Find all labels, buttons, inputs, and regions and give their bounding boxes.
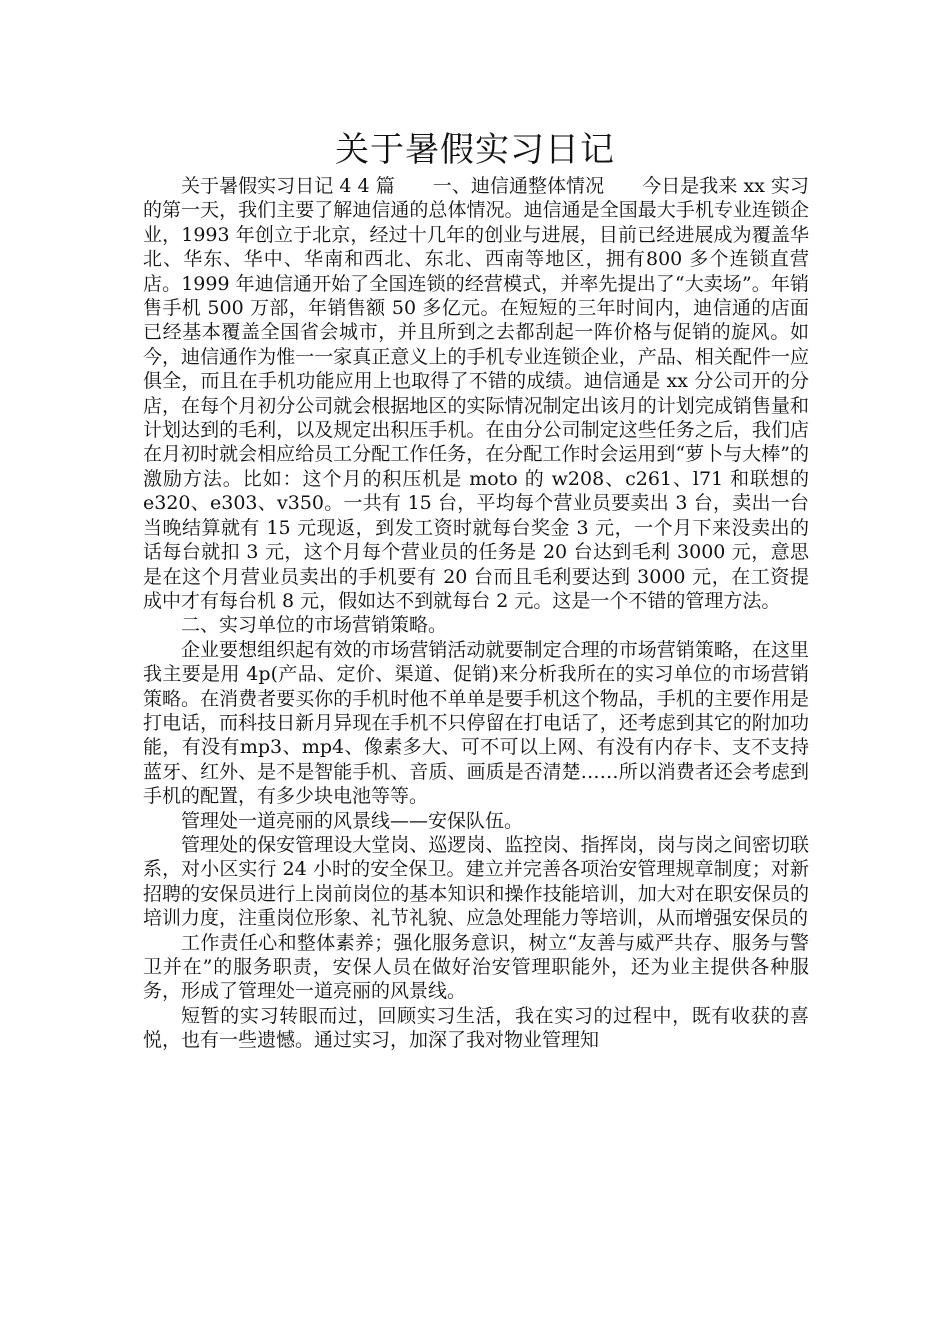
paragraph-security: 管理处的保安管理设大堂岗、巡逻岗、监控岗、指挥岗，岗与岗之间密切联系，对小区实行 24 小时的安全保卫。建立并完善各项治安管理规章制度；对新招聘的安保员进行上岗前岗位的基本知识和操作技能培训，加大对在职安保员的培训力度，注重岗位形象、礼节礼貌、应急处理能力等培训，从而增强安保员的 (143, 833, 809, 930)
paragraph-service: 工作责任心和整体素养；强化服务意识，树立“友善与威严共存、服务与警卫并在”的服务职责，安保人员在做好治安管理职能外，还为业主提供各种服务，形成了管理处一道亮丽的风景线。 (143, 931, 809, 1003)
document-title: 关于暑假实习日记 (335, 130, 615, 170)
section-heading-security: 管理处一道亮丽的风景线——安保队伍。 (181, 809, 524, 832)
paragraph-summary: 短暂的实习转眼而过，回顾实习生活，我在实习的过程中，既有收获的喜悦，也有一些遗憾。通过实习，加深了我对物业管理知 (143, 1004, 809, 1052)
section-heading-marketing: 二、实习单位的市场营销策略。 (181, 614, 448, 637)
paragraph-marketing: 企业要想组织起有效的市场营销活动就要制定合理的市场营销策略，在这里我主要是用 4p(产品、定价、渠道、促销)来分析我所在的实习单位的市场营销策略。在消费者要买你的手机时他不单单是要手机这个物品，手机的主要作用是打电话，而科技日新月异现在手机不只停留在打电话了，还考虑到其它的附加功能，有没有mp3、mp4、像素多大、可不可以上网、有没有内存卡、支不支持蓝牙、红外、是不是智能手机、音质、画质是否清楚……所以消费者还会考虑到手机的配置，有多少块电池等等。 (143, 638, 809, 808)
document-body (143, 174, 809, 1053)
paragraph-intro: 关于暑假实习日记 4 4 篇 一、迪信通整体情况 今日是我来 xx 实习的第一天，我们主要了解迪信通的总体情况。迪信通是全国最大手机专业连锁企业，1993 年创立于北京，经过十几年的创业与进展，目前已经进展成为覆盖华北、华东、华中、华南和西北、东北、西南等地区，拥有800 多个连锁直营店。1999 年迪信通开始了全国连锁的经营模式，并率先提出了“大卖场”。年销售手机 500 万部，年销售额 50 多亿元。在短短的三年时间内，迪信通的店面已经基本覆盖全国省会城市，并且所到之去都刮起一阵价格与促销的旋风。如今，迪信通作为惟一一家真正意义上的手机专业连锁企业，产品、相关配件一应俱全，而且在手机功能应用上也取得了不错的成绩。迪信通是 xx 分公司开的分店，在每个月初分公司就会根据地区的实际情况制定出该月的计划完成销售量和计划达到的毛利，以及规定出积压手机。在由分公司制定这些任务之后，我们店在月初时就会相应给员工分配工作任务，在分配工作时会运用到“萝卜与大棒”的激励方法。比如：这个月的积压机是 moto 的 w208、c261、l71 和联想的 e320、e303、v350。一共有 15 台，平均每个营业员要卖出 3 台，卖出一台当晚结算就有 15 元现返，到发工资时就每台奖金 3 元，一个月下来没卖出的话每台就扣 3 元，这个月每个营业员的任务是 20 台达到毛利 3000 元，意思是在这个月营业员卖出的手机要有 20 台而且毛利要达到 3000 元，在工资提成中才有每台机 8 元，假如达不到就每台 2 元。这是一个不错的管理方法。 (143, 175, 809, 612)
